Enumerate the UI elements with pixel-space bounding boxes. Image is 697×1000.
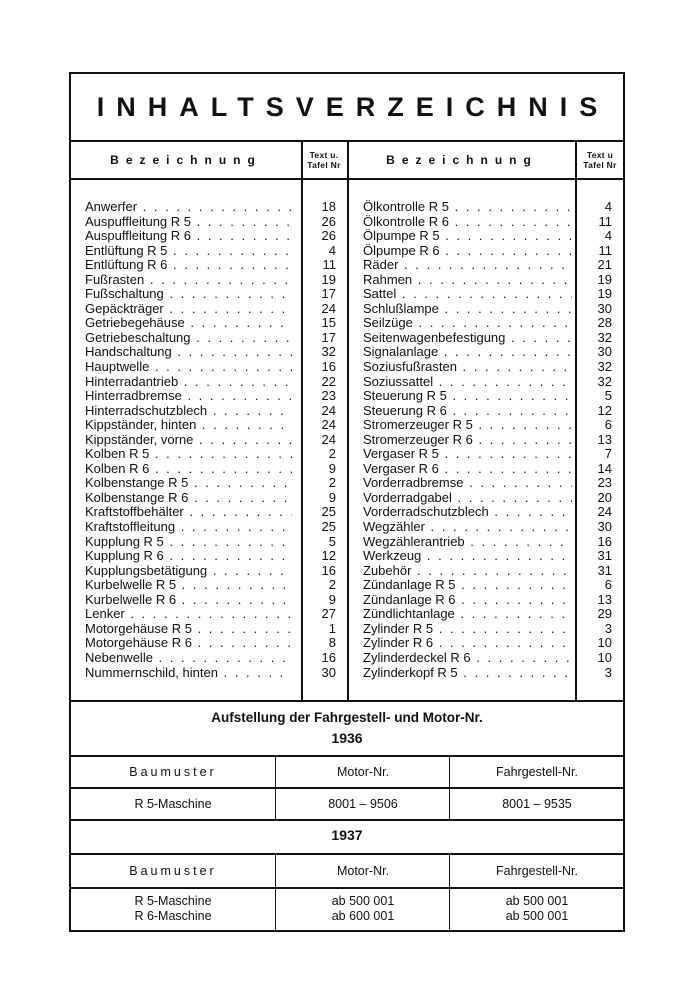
index-entry (363, 666, 612, 681)
index-entry-name: Stromerzeuger R 6 . . . (363, 433, 572, 448)
index-entry-name: Getriebegehäuse . . . (85, 316, 292, 331)
header-text-line1: Text u. (309, 150, 339, 160)
index-entry-tafel-nr: 17 (321, 329, 336, 345)
motor-nr-1936: 8001 – 9506 (328, 797, 398, 811)
index-entry (363, 244, 612, 259)
index-entry-tafel-nr: 13 (597, 591, 612, 607)
index-entry-tafel-nr: 7 (604, 446, 612, 462)
index-entry (85, 666, 336, 681)
index-entry-tafel-nr: 6 (604, 417, 612, 433)
index-entry (85, 404, 336, 419)
index-entry (85, 622, 336, 637)
fahrgestell-nr-1937-r5: ab 500 001 (505, 893, 569, 908)
index-entry-tafel-nr: 4 (328, 242, 336, 258)
year-1936: 1936 (331, 730, 363, 746)
index-entry-tafel-nr: 32 (321, 344, 336, 360)
page-title: INHALTSVERZEICHNIS (96, 91, 610, 122)
col-baumuster-1937: Baumuster (129, 864, 217, 878)
index-entry-name: Seitenwagenbefestigung . . . (363, 331, 572, 346)
index-entry-tafel-nr: 14 (597, 460, 612, 476)
index-entry (85, 491, 336, 506)
index-entry-name: Werkzeug . . . (363, 549, 572, 564)
index-entry-tafel-nr: 17 (321, 286, 336, 302)
index-entry (85, 287, 336, 302)
col-rule (449, 854, 450, 930)
index-entry-name: Kurbelwelle R 6 . . . (85, 593, 292, 608)
index-entry-name: Kippständer, hinten . . . (85, 418, 292, 433)
index-entry-name: Signalanlage . . . (363, 345, 572, 360)
col-motor-1937: Motor-Nr. (336, 864, 390, 878)
index-entry-name: Soziusfußrasten . . . (363, 360, 572, 375)
index-entry-tafel-nr: 4 (604, 228, 612, 244)
col-rule (275, 854, 276, 930)
index-entry-name: Fußschaltung . . . (85, 287, 292, 302)
index-entry-name: Gepäckträger . . . (85, 302, 292, 317)
col-baumuster-1936: Baumuster (129, 765, 217, 779)
index-entry-name: Ölpumpe R 6 . . . (363, 244, 572, 259)
index-entry-tafel-nr: 3 (604, 664, 612, 680)
index-entry-name: Motorgehäuse R 5 . . . (85, 622, 292, 637)
index-entry-name: Kolben R 6 . . . (85, 462, 292, 477)
index-entry-tafel-nr: 31 (597, 548, 612, 564)
index-entry-name: Motorgehäuse R 6 . . . (85, 636, 292, 651)
index-entry-name: Kolbenstange R 5 . . . (85, 476, 292, 491)
index-entry-name: Zylinder R 6 . . . (363, 636, 572, 651)
index-entry (363, 593, 612, 608)
index-entry-name: Kurbelwelle R 5 . . . (85, 578, 292, 593)
index-entry (85, 244, 336, 259)
index-entry (363, 345, 612, 360)
index-entry-name: Kolbenstange R 6 . . . (85, 491, 292, 506)
index-entry (363, 418, 612, 433)
fahrgestell-nrs-1937 (451, 889, 623, 929)
index-entry-tafel-nr: 15 (321, 315, 336, 331)
index-entry (363, 433, 612, 448)
model-1936: R 5-Maschine (134, 797, 212, 811)
year-1937: 1937 (331, 827, 363, 843)
header-text-line2: Tafel Nr (583, 160, 617, 170)
index-entry-tafel-nr: 24 (321, 300, 336, 316)
index-entry-tafel-nr: 30 (597, 300, 612, 316)
index-entry-tafel-nr: 25 (321, 504, 336, 520)
index-entry (85, 316, 336, 331)
index-entry-name: Zündanlage R 5 . . . (363, 578, 572, 593)
motor-nrs-1937 (277, 889, 449, 929)
index-entry (85, 389, 336, 404)
index-entry (363, 462, 612, 477)
index-entry-tafel-nr: 21 (597, 257, 612, 273)
index-entry-name: Zylinderdeckel R 6 . . . (363, 651, 572, 666)
index-entry-tafel-nr: 32 (597, 359, 612, 375)
index-entry-tafel-nr: 23 (597, 475, 612, 491)
index-entry-name: Räder . . . (363, 258, 572, 273)
index-entry (85, 520, 336, 535)
index-entry-name: Ölkontrolle R 5 . . . (363, 200, 572, 215)
index-entry-tafel-nr: 9 (328, 489, 336, 505)
index-entry (85, 418, 336, 433)
index-entry-name: Zündlichtanlage . . . (363, 607, 572, 622)
index-entry-tafel-nr: 6 (604, 577, 612, 593)
index-entry-tafel-nr: 16 (321, 359, 336, 375)
index-entry-tafel-nr: 5 (604, 388, 612, 404)
index-entry-name: Nummernschild, hinten . . . (85, 666, 292, 681)
index-entry (363, 375, 612, 390)
index-entry (85, 462, 336, 477)
index-entry-name: Ölpumpe R 5 . . . (363, 229, 572, 244)
index-entry-name: Hinterradantrieb . . . (85, 375, 292, 390)
index-entry-tafel-nr: 11 (598, 242, 612, 258)
index-entry-tafel-nr: 12 (597, 402, 612, 418)
index-list-left (85, 200, 336, 680)
index-entry-tafel-nr: 29 (597, 606, 612, 622)
col-rule (275, 756, 276, 819)
index-entry (363, 316, 612, 331)
col-motor-1936: Motor-Nr. (336, 765, 390, 779)
index-entry-name: Auspuffleitung R 6 . . . (85, 229, 292, 244)
index-entry-name: Zündanlage R 6 . . . (363, 593, 572, 608)
index-entry (363, 447, 612, 462)
index-entry-name: Seilzüge . . . (363, 316, 572, 331)
index-entry-name: Kupplung R 5 . . . (85, 535, 292, 550)
index-entry-name: Kraftstoffleitung . . . (85, 520, 292, 535)
index-entry-tafel-nr: 12 (321, 548, 336, 564)
index-entry-name: Steuerung R 5 . . . (363, 389, 572, 404)
index-entry (363, 229, 612, 244)
index-entry-tafel-nr: 4 (604, 199, 612, 214)
index-entry-tafel-nr: 20 (597, 489, 612, 505)
index-entry-name: Vergaser R 5 . . . (363, 447, 572, 462)
index-entry-name: Auspuffleitung R 5 . . . (85, 215, 292, 230)
index-entry (85, 651, 336, 666)
index-entry-name: Hinterradbremse . . . (85, 389, 292, 404)
model-1937-r6: R 6-Maschine (134, 909, 212, 923)
index-entry-name: Kolben R 5 . . . (85, 447, 292, 462)
index-entry-tafel-nr: 8 (328, 635, 336, 651)
index-entry-tafel-nr: 22 (321, 373, 336, 389)
col-fahrgestell-1936: Fahrgestell-Nr. (496, 765, 578, 779)
index-entry-name: Entlüftung R 5 . . . (85, 244, 292, 259)
index-entry (363, 302, 612, 317)
table-1936-bottom (71, 819, 623, 821)
index-entry-tafel-nr: 3 (604, 620, 612, 636)
fahrgestell-nr-1937-r6: ab 500 001 (505, 909, 569, 923)
index-entry (85, 215, 336, 230)
index-entry (85, 593, 336, 608)
header-text-tafel-left (301, 142, 347, 178)
index-entry (85, 302, 336, 317)
index-entry-name: Hinterradschutzblech . . . (85, 404, 292, 419)
index-entry (85, 549, 336, 564)
index-entry-tafel-nr: 10 (597, 649, 612, 665)
index-entry-name: Zylinder R 5 . . . (363, 622, 572, 637)
index-entry (363, 476, 612, 491)
index-entry-tafel-nr: 30 (597, 344, 612, 360)
index-entry (363, 404, 612, 419)
index-entry (85, 375, 336, 390)
index-entry-tafel-nr: 32 (597, 373, 612, 389)
index-entry-tafel-nr: 32 (597, 329, 612, 345)
index-entry-tafel-nr: 9 (328, 591, 336, 607)
index-entry-name: Vergaser R 6 . . . (363, 462, 572, 477)
index-entry-name: Wegzählerantrieb . . . (363, 535, 572, 550)
index-entry-tafel-nr: 16 (321, 562, 336, 578)
index-entry (85, 607, 336, 622)
header-bezeichnung-left: Bezeichnung (110, 153, 262, 167)
header-text-line1: Text u (586, 150, 614, 160)
index-entry-name: Rahmen . . . (363, 273, 572, 288)
index-entry-tafel-nr: 1 (328, 620, 336, 636)
index-entry-tafel-nr: 24 (321, 402, 336, 418)
index-entry-name: Hauptwelle . . . (85, 360, 292, 375)
index-entry-tafel-nr: 16 (321, 649, 336, 665)
index-entry-tafel-nr: 30 (321, 664, 336, 680)
index-entry (85, 360, 336, 375)
index-entry-tafel-nr: 24 (321, 417, 336, 433)
model-1937-r5: R 5-Maschine (134, 893, 212, 908)
index-entry (85, 273, 336, 288)
header-text-tafel-right (577, 142, 623, 178)
index-entry-tafel-nr: 5 (328, 533, 336, 549)
index-entry-tafel-nr: 23 (321, 388, 336, 404)
index-entry-tafel-nr: 10 (597, 635, 612, 651)
index-entry-tafel-nr: 13 (597, 431, 612, 447)
index-entry-tafel-nr: 16 (597, 533, 612, 549)
index-entry-name: Kippständer, vorne . . . (85, 433, 292, 448)
index-entry-name: Stromerzeuger R 5 . . . (363, 418, 572, 433)
index-page-frame (69, 72, 625, 932)
models-1937 (71, 889, 275, 929)
index-entry (85, 433, 336, 448)
index-entry-name: Steuerung R 6 . . . (363, 404, 572, 419)
index-entry (363, 607, 612, 622)
index-entry-name: Zylinderkopf R 5 . . . (363, 666, 572, 681)
index-entry (85, 578, 336, 593)
index-entry-tafel-nr: 26 (321, 213, 336, 229)
index-entry (85, 229, 336, 244)
col-fahrgestell-1937: Fahrgestell-Nr. (496, 864, 578, 878)
index-entry (363, 505, 612, 520)
index-entry-tafel-nr: 11 (322, 257, 336, 273)
index-entry (85, 331, 336, 346)
index-entry-name: Zubehör . . . (363, 564, 572, 579)
index-entry-tafel-nr: 2 (328, 475, 336, 491)
numbers-section-title: Aufstellung der Fahrgestell- und Motor-Nr. (211, 710, 483, 725)
header-text-line2: Tafel Nr (307, 160, 341, 170)
index-entry (363, 273, 612, 288)
index-entry-name: Vorderradgabel . . . (363, 491, 572, 506)
index-entry-tafel-nr: 19 (597, 286, 612, 302)
index-entry-tafel-nr: 28 (597, 315, 612, 331)
index-entry (85, 258, 336, 273)
index-entry-tafel-nr: 26 (321, 228, 336, 244)
index-entry (363, 215, 612, 230)
index-entry (363, 491, 612, 506)
index-entry (363, 287, 612, 302)
index-entry-name: Sattel . . . (363, 287, 572, 302)
index-entry (85, 200, 336, 215)
index-entry-name: Lenker . . . (85, 607, 292, 622)
index-entry (363, 331, 612, 346)
index-entry-tafel-nr: 18 (321, 199, 336, 214)
index-bottom-divider (71, 700, 623, 702)
index-entry-name: Entlüftung R 6 . . . (85, 258, 292, 273)
index-entry-name: Getriebeschaltung . . . (85, 331, 292, 346)
index-entry-name: Kraftstoffbehälter . . . (85, 505, 292, 520)
index-entry (363, 535, 612, 550)
index-entry-name: Nebenwelle . . . (85, 651, 292, 666)
index-entry-tafel-nr: 19 (597, 271, 612, 287)
index-entry-tafel-nr: 2 (328, 577, 336, 593)
index-entry-name: Wegzähler . . . (363, 520, 572, 535)
index-entry (85, 564, 336, 579)
motor-nr-1937-r5: ab 500 001 (331, 893, 395, 908)
index-entry (363, 200, 612, 215)
index-entry-name: Ölkontrolle R 6 . . . (363, 215, 572, 230)
index-entry (85, 535, 336, 550)
index-entry-tafel-nr: 11 (598, 213, 612, 229)
motor-nr-1937-r6: ab 600 001 (331, 909, 395, 923)
index-entry (363, 520, 612, 535)
index-entry (363, 651, 612, 666)
index-entry-name: Kupplungsbetätigung . . . (85, 564, 292, 579)
index-entry (363, 564, 612, 579)
index-entry (85, 447, 336, 462)
col-rule (449, 756, 450, 819)
index-entry (363, 389, 612, 404)
index-entry (85, 476, 336, 491)
index-entry-name: Fußrasten . . . (85, 273, 292, 288)
fahrgestell-nr-1936: 8001 – 9535 (502, 797, 572, 811)
index-entry (85, 636, 336, 651)
index-entry (363, 578, 612, 593)
index-list-right (363, 200, 612, 680)
index-entry-name: Handschaltung . . . (85, 345, 292, 360)
index-entry-name: Kupplung R 6 . . . (85, 549, 292, 564)
index-entry-tafel-nr: 2 (328, 446, 336, 462)
index-entry (363, 622, 612, 637)
index-entry-tafel-nr: 24 (597, 504, 612, 520)
index-entry (363, 360, 612, 375)
index-entry-tafel-nr: 19 (321, 271, 336, 287)
index-entry-name: Vorderradbremse . . . (363, 476, 572, 491)
index-entry (85, 505, 336, 520)
index-entry-tafel-nr: 31 (597, 562, 612, 578)
header-bezeichnung-right: Bezeichnung (386, 153, 538, 167)
index-entry (363, 549, 612, 564)
index-entry (363, 258, 612, 273)
index-entry (85, 345, 336, 360)
index-entry-tafel-nr: 9 (328, 460, 336, 476)
index-entry-tafel-nr: 25 (321, 519, 336, 535)
index-entry-tafel-nr: 30 (597, 519, 612, 535)
index-entry-tafel-nr: 24 (321, 431, 336, 447)
index-entry-name: Soziussattel . . . (363, 375, 572, 390)
index-entry-tafel-nr: 27 (321, 606, 336, 622)
index-entry-name: Schlußlampe . . . (363, 302, 572, 317)
index-entry (363, 636, 612, 651)
col-rule (347, 142, 349, 700)
index-entry-name: Anwerfer . . . (85, 200, 292, 215)
index-entry-name: Vorderradschutzblech . . . (363, 505, 572, 520)
